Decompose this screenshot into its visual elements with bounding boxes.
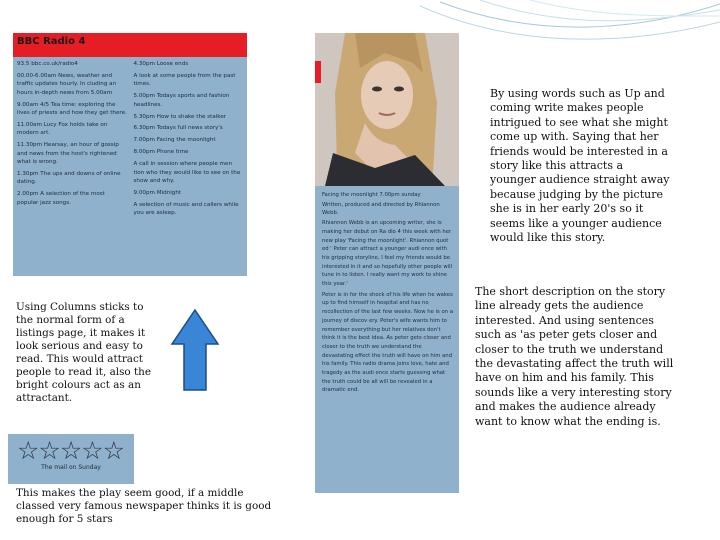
portrait-photo: [315, 33, 459, 186]
listings-left-column: [17, 60, 134, 221]
article-paragraph: Rhiannon Webb is an upcoming writer, she is making her debut on Ra dio 4 this week with her new play 'Facing the moonlight'. Rhiannon quot ed ' Peter can attract a younger audi ence with his gripping storyline, I feel my friends would be interested in it and so hopefully other people will tune in to listen. I really want my work to shine this year.': [322, 220, 453, 288]
listing-entry: 00.00-6.00am News, weather and traffic updates hourly. In cluding an hours in-depth news from 5.00am: [17, 72, 117, 96]
listing-entry: 5.30pm How to shake the stalker: [133, 113, 227, 120]
listing-entry: A call in session where people men tion who they would like to see on the show and why.: [133, 161, 241, 184]
listings-header-bar: [13, 33, 247, 57]
listing-entry: 2.00pm A selection of the most popular jazz songs.: [17, 191, 105, 206]
listing-entry: 1.30pm The ups and downs of online dating.: [17, 170, 121, 186]
listing-entry: 5.00pm Todays sports and fashion headlines.: [133, 93, 230, 108]
article-panel: [315, 33, 459, 493]
red-tab-marker: [315, 61, 321, 83]
listings-header: BBC Radio 4: [17, 36, 86, 47]
caption-stars: This makes the play seem good, if a middle classed very famous newspaper thinks it is good enough for 5 stars: [16, 487, 272, 525]
radio-listings-panel: [13, 33, 247, 276]
decorative-swoosh: [420, 0, 720, 60]
caption-columns: Using Columns sticks to the normal form of a listings page, it makes it look serious and easy to read. This would attract people to read it, also the bright colours act as an attractant.: [16, 301, 152, 404]
article-text: [322, 191, 454, 397]
caption-words: By using words such as Up and coming write makes people intrigued to see what she might come up with. Saying that her friends would be interested in a story like this attracts a younger audience straight away because judging by the picture she is in her early 20's so it seems like a younger audience would like this story.: [490, 87, 670, 245]
listing-entry: A selection of music and callers while you are asleep.: [133, 201, 239, 217]
five-stars-icon: ☆☆☆☆☆: [17, 436, 125, 465]
star-rating: [8, 434, 134, 484]
listing-entry: 11.00am Lucy Fox holds take on modern art.: [17, 121, 108, 137]
article-meta: Facing the moonlight 7.00pm sunday: [322, 192, 421, 198]
listing-entry: 4.30pm Loose ends: [133, 61, 189, 67]
caption-description: The short description on the story line already gets the audience interested. And using sentences such as 'as peter gets closer and closer to the truth we understand the devastating affect the truth will have on him and his family. This sounds like a very interesting story and makes the audience already want to know what the ending is.: [475, 285, 674, 428]
listing-entry: 93.5 bbc.co.uk/radio4: [17, 61, 78, 67]
article-meta: Written, produced and directed by Rhiannon Webb.: [322, 201, 440, 217]
listing-entry: A look at some people from the past times.: [133, 72, 236, 88]
listing-entry: 8.00pm Phone time: [133, 149, 189, 156]
article-paragraph: Peter is in for the shock of his life when he wakes up to find himself in hospital and has no recollection of the last few weeks. Now he is on a journey of discov ery. Peter's wife wants him to remember everything but her relatives don't think it is the best idea. As peter gets closer and closer to the truth we understand the devastating effect the truth will have on him and his family. This radio drama joins love, hate and tragedy as the audi ence starts guessing what the truth could be all will be revealed in a dramatic end.: [322, 291, 453, 394]
listing-entry: 9.00pm Midnight: [133, 189, 182, 196]
listings-right-column: [134, 60, 245, 221]
listing-entry: 9.00am 4/5 Tea time: exploring the lives of priests and how they get there.: [17, 101, 127, 117]
rating-source: The mail on Sunday: [41, 464, 101, 471]
listing-entry: 11.30pm Hearsay, an hour of gossip and news from the host's rightened what is wrong.: [17, 142, 119, 166]
up-arrow-icon: [170, 308, 220, 392]
listing-entry: 7.00pm Facing the moonlight: [133, 137, 216, 144]
listing-entry: 6.30pm Todays full news story's: [133, 125, 223, 132]
